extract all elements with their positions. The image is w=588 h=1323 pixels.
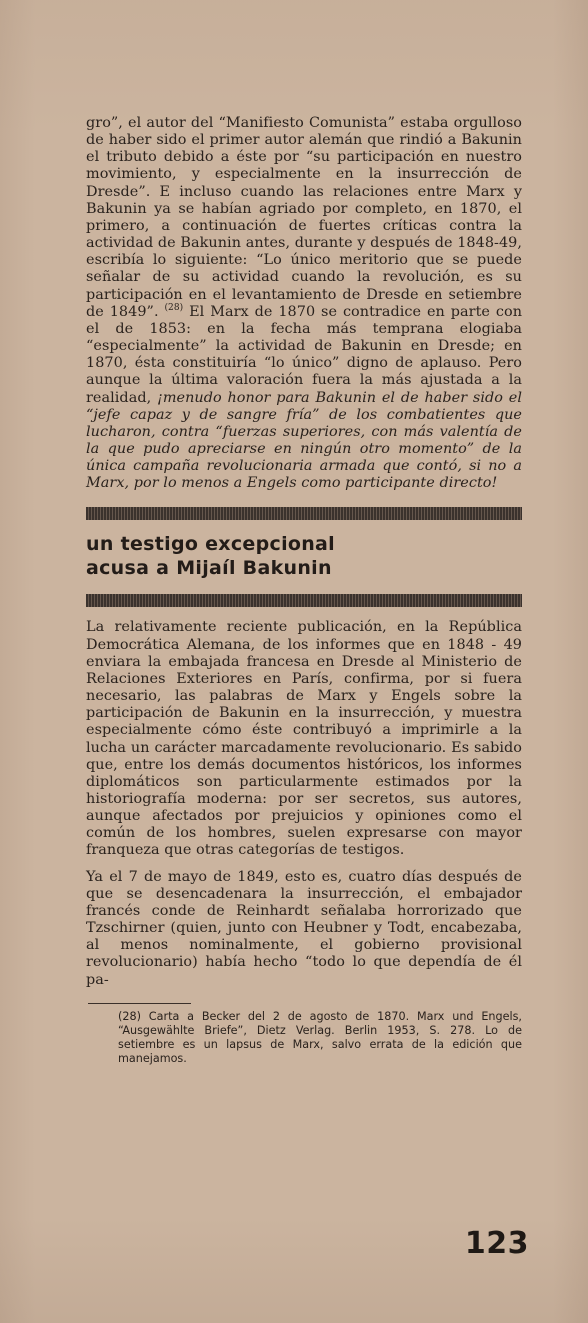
paragraph-3: Ya el 7 de mayo de 1849, esto es, cuatro días después de que se desencadenara la insurrección, el embajador francés conde de Reinhardt señalaba horrorizado que Tzschirner (quien, junto con Heubner y Todt, encabezaba, al menos nominalmente, el gobierno provisional revolucionario) había hecho “todo lo que dependía de él pa- [86,868,522,988]
paragraph-2: La relativamente reciente publicación, en la República Democrática Alemana, de los informes que en 1848 - 49 enviara la embajada francesa en Dresde al Ministerio de Relaciones Exteriores en París, confirma, por si fuera necesario, las palabras de Marx y Engels sobre la participación de Bakunin en la insurrección, y muestra especialmente cómo éste contribuyó a imprimirle a la lucha un carácter marcadamente revolucionario. Es sabido que, entre los demás documentos históricos, los informes diplomáticos son particularmente estimados por la historiografía moderna: por ser secretos, sus autores, aunque afectados por prejuicios y opiniones como el común de los hombres, suelen expresarse con mayor franqueza que otras categorías de testigos. [86,619,522,859]
footnote: (28) Carta a Becker del 2 de agosto de 1870. Marx und Engels, “Ausgewählte Briefe”, Dietz Verlag. Berlin 1953, S. 278. Lo de setiembre es un lapsus de Marx, salvo errata de la edición que manejamos. [118,1009,522,1066]
page-content [86,115,522,1067]
paragraph-1-continuation: El Marx de 1870 se contradice en parte con el de 1853: en la fecha más temprana elogiaba “especialmente” la actividad de Bakunin en Dresde; en 1870, ésta constituiría “lo único” digno de aplauso. Pero aunque la última valoración fuera la más ajustada a la realidad, [86,303,523,406]
section-heading [86,532,522,580]
paragraph-1 [86,115,522,492]
section-heading-line-2: acusa a Mijaíl Bakunin [86,557,332,580]
footnote-separator [88,1003,191,1004]
footnote-reference[interactable]: (28) [164,302,184,313]
section-heading-line-1: un testigo excepcional [86,533,335,556]
page-number: 123 [464,1226,529,1261]
section-rule-bottom [86,594,522,607]
paragraph-1-italic: ¡menudo honor para Bakunin el de haber sido el “jefe capaz y de sangre fría” de los combatientes que lucharon, contra “fuerzas superiores, con más valentía de la que pudo apreciarse en ningún otro momento” de la única campaña revolucionaria armada que contó, si no a Marx, por lo menos a Engels como participante directo! [86,389,522,492]
section-rule-top [86,507,522,520]
paragraph-1-text: gro”, el autor del “Manifiesto Comunista” estaba orgulloso de haber sido el primer autor alemán que rindió a Bakunin el tributo debido a éste por “su participación en nuestro movimiento, y especialmente en la insurrección de Dresde”. E incluso cuando las relaciones entre Marx y Bakunin ya se habían agriado por completo, en 1870, el primero, a continuación de fuertes críticas contra la actividad de Bakunin antes, durante y después de 1848-49, escribía lo siguiente: “Lo único meritorio que se puede señalar de su actividad cuando la revolución, es su participación en el levantamiento de Dresde en setiembre de 1849”. [86,115,522,320]
